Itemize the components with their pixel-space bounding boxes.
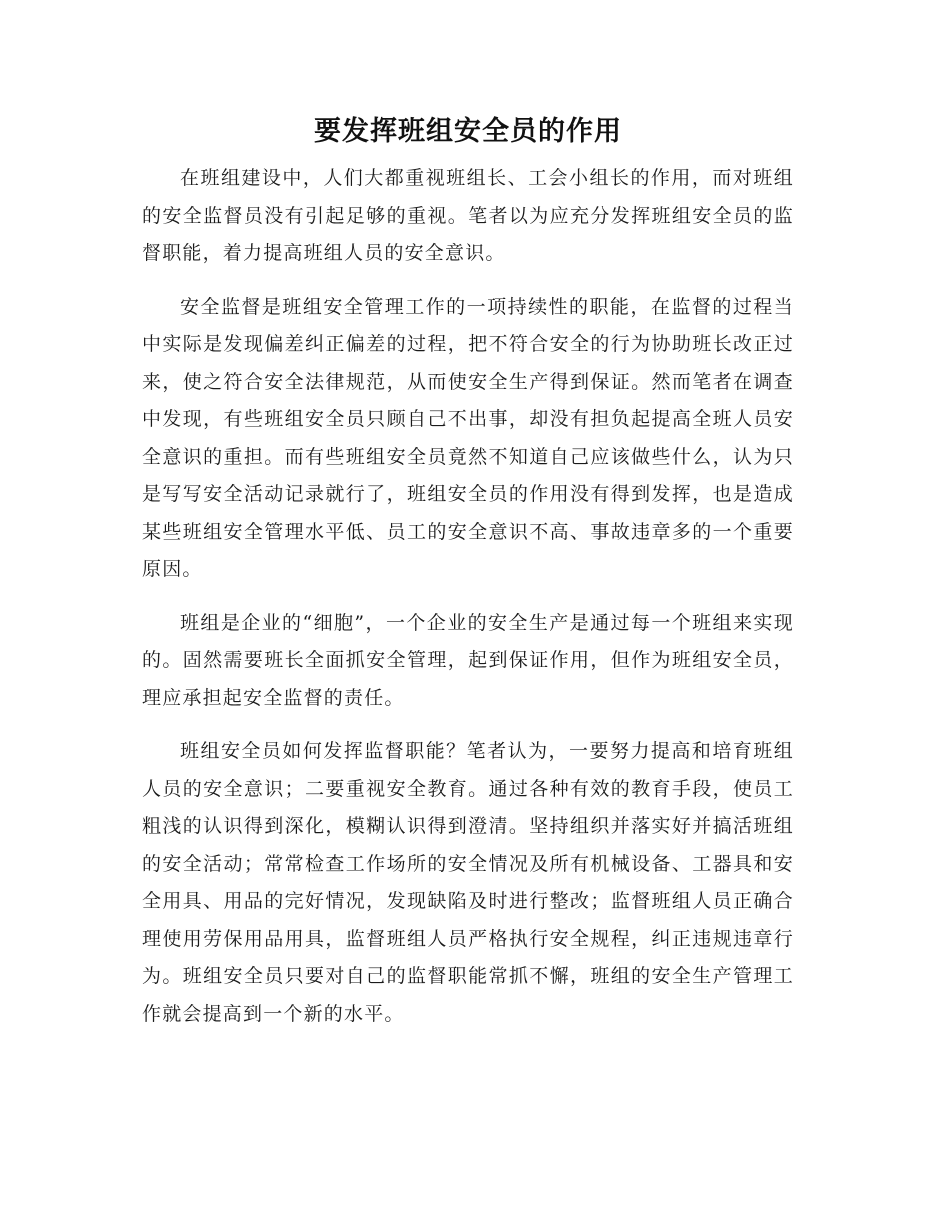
paragraph-4: 班组安全员如何发挥监督职能？笔者认为，一要努力提高和培育班组人员的安全意识；二要重视安全教育。通过各种有效的教育手段，使员工粗浅的认识得到深化，模糊认识得到澄清。坚持组织并落实好并搞活班组的安全活动；常常检查工作场所的安全情况及所有机械设备、工器具和安全用具、用品的完好情况，发现缺陷及时进行整改；监督班组人员正确合理使用劳保用品用具，监督班组人员严格执行安全规程，纠正违规违章行为。班组安全员只要对自己的监督职能常抓不懈，班组的安全生产管理工作就会提高到一个新的水平。	[142, 740, 794, 1025]
document-body	[142, 112, 794, 1049]
paragraph-2: 安全监督是班组安全管理工作的一项持续性的职能，在监督的过程当中实际是发现偏差纠正偏差的过程，把不符合安全的行为协助班长改正过来，使之符合安全法律规范，从而使安全生产得到保证。然而笔者在调查中发现，有些班组安全员只顾自己不出事，却没有担负起提高全班人员安全意识的重担。而有些班组安全员竟然不知道自己应该做些什么，认为只是写写安全活动记录就行了，班组安全员的作用没有得到发挥，也是造成某些班组安全管理水平低、员工的安全意识不高、事故违章多的一个重要原因。	[142, 295, 794, 580]
document-title: 要发挥班组安全员的作用	[314, 116, 622, 147]
paragraph-3: 班组是企业的“细胞”，一个企业的安全生产是通过每一个班组来实现的。固然需要班长全面抓安全管理，起到保证作用，但作为班组安全员，理应承担起安全监督的责任。	[142, 611, 794, 709]
paragraph-1: 在班组建设中，人们大都重视班组长、工会小组长的作用，而对班组的安全监督员没有引起足够的重视。笔者以为应充分发挥班组安全员的监督职能，着力提高班组人员的安全意识。	[142, 167, 794, 264]
